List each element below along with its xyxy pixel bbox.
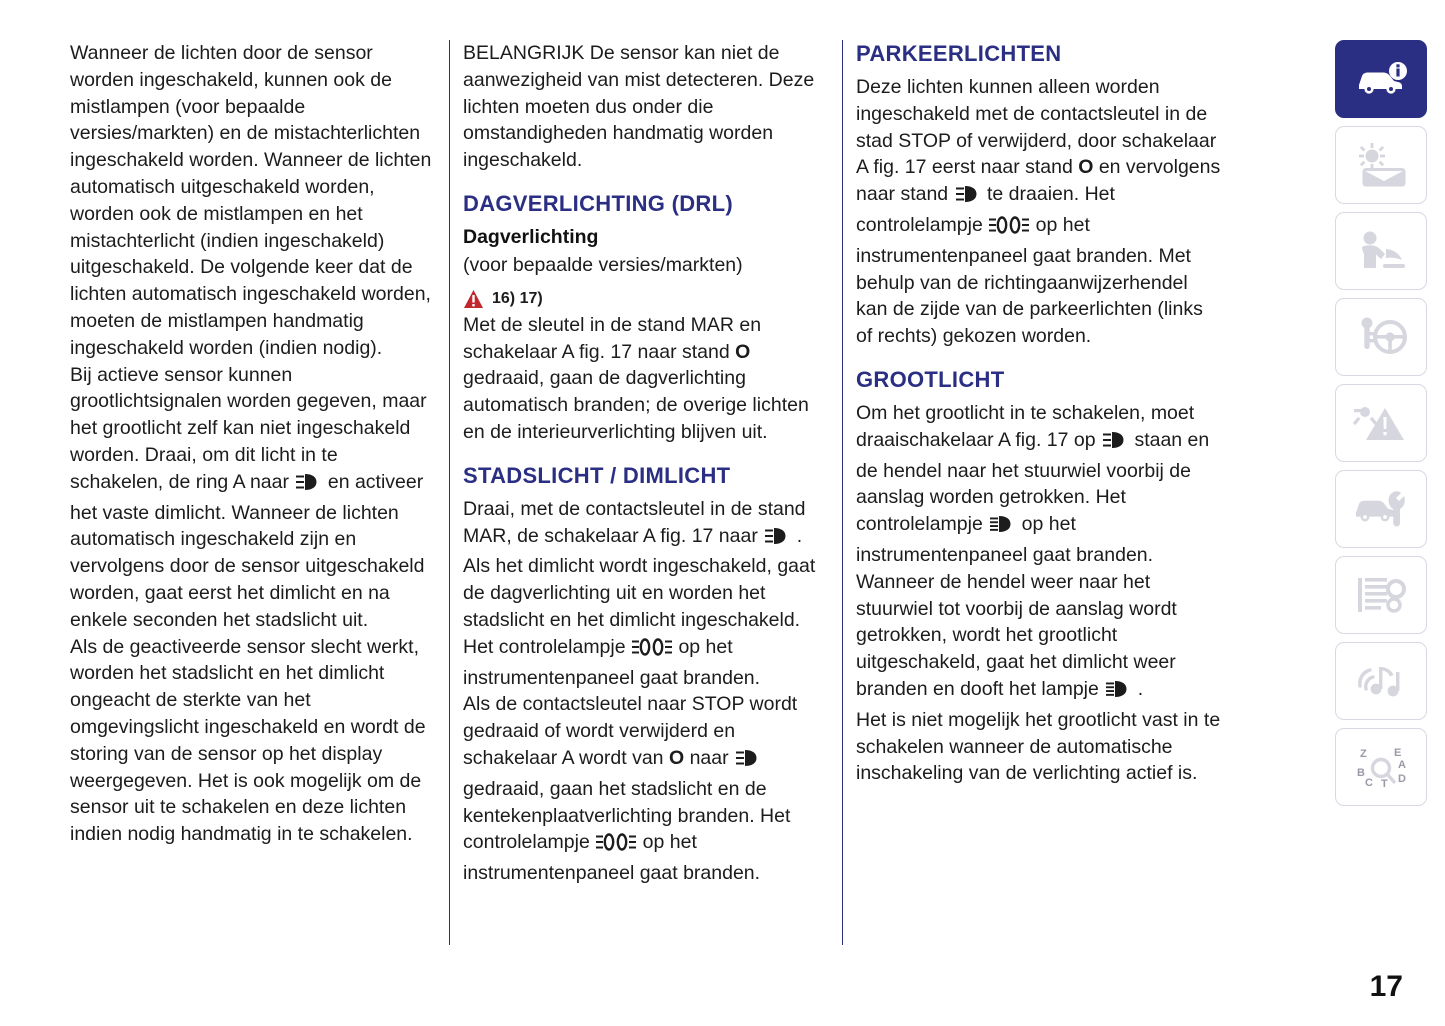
paragraph-text-b: staan en de hendel naar het stuurwiel voorbij de aanslag worden getrokken. Het controlelampje bbox=[856, 428, 1210, 536]
tab-technical-specifications[interactable] bbox=[1335, 556, 1427, 634]
low-beam-icon bbox=[295, 472, 321, 500]
tab-safety-airbag[interactable] bbox=[1335, 212, 1427, 290]
paragraph-text-c: gedraaid, gaan het stadslicht en de kentekenplaatverlichting branden. Het controlelampje bbox=[463, 777, 791, 854]
svg-text:D: D bbox=[1398, 773, 1406, 785]
tab-alphabetical-index[interactable] bbox=[1335, 728, 1427, 806]
emergency-warning-triangle-icon bbox=[1352, 400, 1410, 446]
paragraph bbox=[463, 496, 828, 692]
svg-text:Z: Z bbox=[1360, 748, 1367, 760]
paragraph-text-a: Als de contactsleutel naar STOP wordt gedraaid of wordt verwijderd en schakelaar A wordt van bbox=[463, 693, 798, 769]
paragraph-text-b: gedraaid, gaan de dagverlichting automatisch branden; de overige lichten en de interieurverlichting blijven uit. bbox=[463, 367, 809, 443]
switch-position-marker: O bbox=[735, 340, 751, 363]
column-2 bbox=[463, 40, 856, 945]
paragraph-text-c: op het instrumentenpaneel gaat branden. bbox=[463, 635, 761, 689]
paragraph-text-b: . Als het dimlicht wordt ingeschakeld, gaat de dagverlichting uit en worden het stadslicht en het dimlicht ingeschakeld. Het controlelampje bbox=[463, 524, 816, 658]
paragraph-text-a: Draai, met de contactsleutel in de stand MAR, de schakelaar A fig. 17 naar bbox=[463, 497, 806, 547]
car-info-icon bbox=[1353, 59, 1409, 99]
column-1 bbox=[70, 40, 463, 945]
tab-emergency[interactable] bbox=[1335, 384, 1427, 462]
paragraph-text-d: op het instrumentenpaneel gaat branden. bbox=[463, 831, 761, 885]
svg-text:E: E bbox=[1394, 747, 1402, 759]
paragraph-text-c: te draaien. Het controlelampje bbox=[856, 183, 1115, 236]
maintenance-wrench-icon bbox=[1352, 487, 1410, 531]
low-beam-icon bbox=[955, 184, 981, 212]
multimedia-audio-icon bbox=[1352, 658, 1410, 704]
tab-dashboard-warning-lights[interactable] bbox=[1335, 126, 1427, 204]
paragraph-text-d: . bbox=[1137, 677, 1144, 700]
paragraph-text-c: op het instrumentenpaneel gaat branden. Wanneer de hendel weer naar het stuurwiel tot voorbij de aanslag wordt getrokken, wordt het grootlicht uitgeschakeld, gaat het dimlicht weer branden en dooft het lampje bbox=[856, 513, 1177, 700]
svg-text:C: C bbox=[1365, 777, 1373, 789]
dashboard-warning-lights-icon bbox=[1352, 142, 1410, 188]
paragraph bbox=[463, 691, 828, 887]
paragraph-text-a: Om het grootlicht in te schakelen, moet draaischakelaar A fig. 17 op bbox=[856, 401, 1195, 451]
paragraph-text-a: Deze lichten kunnen alleen worden ingeschakeld met de contactsleutel in de stad STOP of verwijderd, door schakelaar A fig. 17 eerst naar stand bbox=[856, 76, 1217, 179]
starting-driving-icon bbox=[1352, 314, 1410, 360]
section-heading-stadslicht-dimlicht: STADSLICHT / DIMLICHT bbox=[463, 462, 731, 488]
high-beam-icon bbox=[1105, 679, 1131, 707]
paragraph: BELANGRIJK De sensor kan niet de aanwezigheid van mist detecteren. Deze lichten moeten dus onder die omstandigheden handmatig worden ingeschakeld. bbox=[463, 42, 815, 172]
tab-maintenance[interactable] bbox=[1335, 470, 1427, 548]
subheading-dagverlichting: Dagverlichting bbox=[463, 225, 599, 248]
svg-text:A: A bbox=[1398, 759, 1406, 771]
page-columns bbox=[70, 40, 1260, 945]
section-heading-drl: DAGVERLICHTING (DRL) bbox=[463, 190, 733, 216]
warning-reference-line bbox=[463, 289, 828, 310]
warning-exclamation-icon bbox=[463, 289, 484, 310]
paragraph: Wanneer de lichten door de sensor worden ingeschakeld, kunnen ook de mistlampen (voor bepaalde versies/markten) en de mistachterlichten ingeschakeld worden. Wanneer de lichten automatisch uitgeschakeld worden, worden ook de mistlampen en het mistachterlicht (indien ingeschakeld) uitgeschakeld. De volgende keer dat de lichten automatisch ingeschakeld worden, moeten de mistlampen handmatig ingeschakeld worden (indien nodig). bbox=[70, 42, 432, 359]
position-light-icon bbox=[632, 637, 672, 665]
paragraph bbox=[856, 400, 1221, 707]
paragraph-text-d: op het instrumentenpaneel gaat branden. Met behulp van de richtingaanwijzerhendel kan de zijde van de parkeerlichten (links of rechts) gekozen worden. bbox=[856, 213, 1203, 348]
version-note: (voor bepaalde versies/markten) bbox=[463, 253, 743, 276]
paragraph-text-b: en vervolgens naar stand bbox=[856, 156, 1221, 206]
low-beam-icon bbox=[1102, 430, 1128, 458]
paragraph-text-b: naar bbox=[689, 746, 729, 769]
switch-position-marker: O bbox=[668, 746, 685, 769]
switch-position-marker: O bbox=[1078, 156, 1094, 179]
svg-text:B: B bbox=[1357, 767, 1365, 779]
paragraph-text-a: Bij actieve sensor kunnen grootlichtsignalen worden gegeven, maar het grootlicht zelf kan niet ingeschakeld worden. Draai, om dit licht in te schakelen, de ring A naar bbox=[70, 363, 427, 493]
section-tab-rail bbox=[1335, 40, 1427, 806]
page-number: 17 bbox=[1369, 970, 1403, 1003]
technical-specifications-icon bbox=[1352, 572, 1410, 618]
svg-text:T: T bbox=[1381, 778, 1388, 790]
warning-reference-numbers: 16) 17) bbox=[492, 290, 543, 308]
low-beam-icon bbox=[764, 526, 790, 554]
position-light-icon bbox=[989, 215, 1029, 243]
paragraph: Het is niet mogelijk het grootlicht vast in te schakelen wanneer de automatische inschakeling van de verlichting actief is. bbox=[856, 708, 1221, 785]
section-heading-grootlicht: GROOTLICHT bbox=[856, 366, 1005, 392]
paragraph bbox=[70, 362, 435, 634]
column-3 bbox=[856, 40, 1249, 945]
high-beam-icon bbox=[989, 514, 1015, 542]
safety-airbag-icon bbox=[1352, 228, 1410, 274]
paragraph bbox=[856, 74, 1221, 350]
paragraph-text-b: en activeer het vaste dimlicht. Wanneer de lichten automatisch ingeschakeld zijn en vervolgens door de sensor uitgeschakeld worden, gaat eerst het dimlicht en na enkele seconden het stadslicht uit. bbox=[70, 470, 425, 631]
position-light-icon bbox=[596, 832, 636, 860]
tab-multimedia[interactable] bbox=[1335, 642, 1427, 720]
section-heading-parkeerlichten: PARKEERLICHTEN bbox=[856, 41, 1062, 66]
paragraph-text-a: Met de sleutel in de stand MAR en schakelaar A fig. 17 naar stand bbox=[463, 313, 762, 363]
tab-car-info[interactable] bbox=[1335, 40, 1427, 118]
tab-starting-and-driving[interactable] bbox=[1335, 298, 1427, 376]
alphabetical-index-icon bbox=[1352, 744, 1410, 790]
paragraph: Als de geactiveerde sensor slecht werkt, worden het stadslicht en het dimlicht ongeacht de sterkte van het omgevingslicht ingeschakeld en wordt de storing van de sensor op het display weergegeven. Het is ook mogelijk om de sensor uit te schakelen en deze lichten indien nodig handmatig in te schakelen. bbox=[70, 635, 426, 846]
low-beam-icon bbox=[735, 748, 761, 776]
paragraph bbox=[463, 312, 828, 446]
